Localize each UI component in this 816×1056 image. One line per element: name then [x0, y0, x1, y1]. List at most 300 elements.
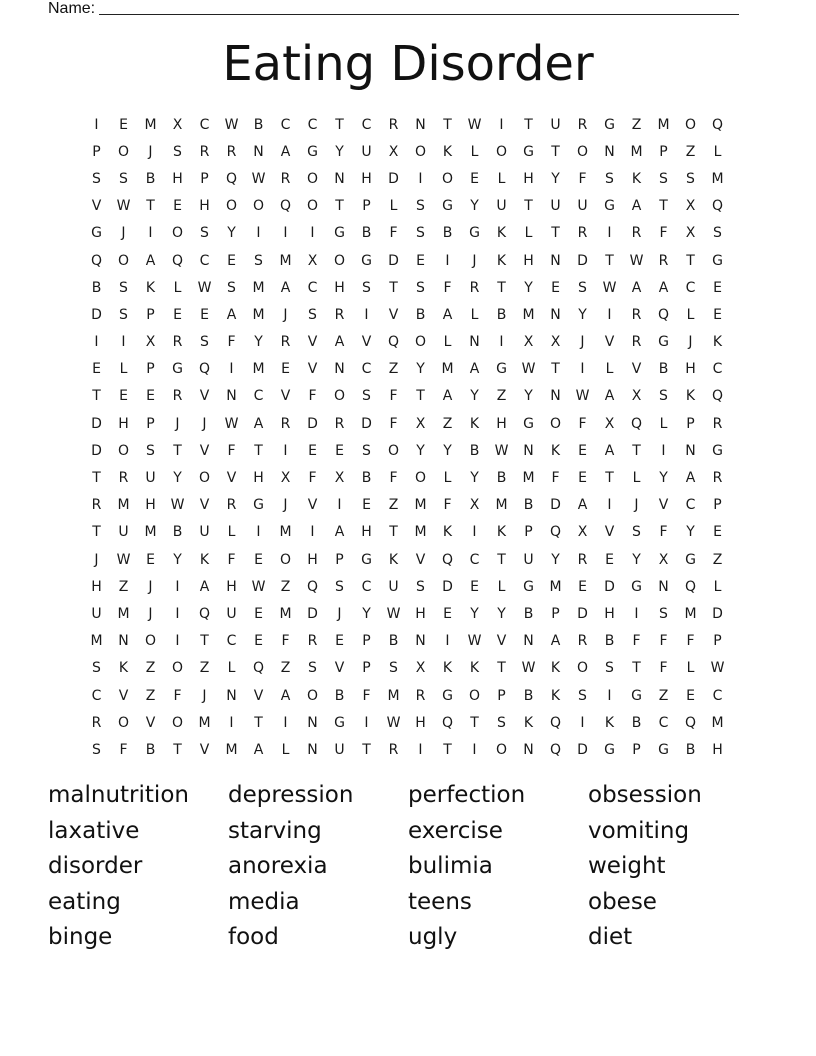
grid-letter: Q [711, 116, 724, 133]
grid-letter: Y [362, 605, 371, 622]
grid-letter: S [416, 279, 425, 296]
grid-letter: P [686, 415, 695, 432]
grid-letter: Z [631, 116, 642, 133]
grid-letter: D [577, 252, 588, 269]
grid-letter: O [279, 551, 292, 568]
grid-letter: G [442, 687, 453, 704]
grid-letter: Q [387, 334, 400, 351]
grid-letter: T [686, 252, 695, 269]
grid-letter: B [361, 225, 372, 242]
grid-letter: E [119, 388, 128, 405]
grid-letter: O [306, 198, 319, 215]
grid-letter: R [631, 334, 642, 351]
grid-letter: I [445, 633, 450, 650]
grid-letter: H [334, 279, 345, 296]
grid-letter: S [308, 660, 317, 677]
grid-letter: S [578, 687, 587, 704]
grid-letter: U [199, 524, 210, 541]
grid-letter: T [497, 551, 506, 568]
grid-letter: P [713, 497, 722, 514]
grid-letter: D [577, 741, 588, 758]
grid-letter: G [91, 225, 102, 242]
grid-letter: U [145, 470, 156, 487]
grid-letter: Z [280, 578, 291, 595]
grid-letter: O [117, 252, 130, 269]
grid-letter: W [224, 116, 239, 133]
grid-letter: S [308, 306, 317, 323]
grid-letter: R [226, 143, 237, 160]
grid-letter: H [496, 415, 507, 432]
grid-letter: W [386, 714, 401, 731]
grid-letter: E [713, 524, 722, 541]
grid-letter: L [119, 361, 128, 378]
grid-row [83, 546, 733, 573]
grid-letter: I [175, 633, 180, 650]
grid-letter: T [254, 442, 263, 459]
word-list-item: weight [588, 853, 666, 880]
grid-letter: P [659, 143, 668, 160]
grid-letter: R [658, 252, 669, 269]
grid-letter: N [415, 633, 426, 650]
grid-letter: I [607, 497, 612, 514]
grid-letter: H [253, 470, 264, 487]
grid-letter: M [441, 361, 454, 378]
grid-letter: M [522, 470, 535, 487]
grid-letter: S [200, 334, 209, 351]
grid-letter: B [523, 687, 534, 704]
grid-letter: V [199, 741, 210, 758]
grid-letter: F [362, 687, 371, 704]
word-list-item: bulimia [408, 853, 493, 880]
grid-letter: F [578, 170, 587, 187]
grid-letter: Q [549, 741, 562, 758]
name-underline [99, 0, 739, 15]
grid-letter: O [414, 143, 427, 160]
grid-letter: H [523, 252, 534, 269]
grid-letter: T [551, 143, 560, 160]
grid-letter: I [607, 225, 612, 242]
grid-letter: Y [497, 605, 506, 622]
grid-letter: E [713, 279, 722, 296]
grid-letter: V [199, 388, 210, 405]
grid-letter: S [578, 279, 587, 296]
grid-letter: D [712, 605, 723, 622]
grid-letter: Q [225, 170, 238, 187]
grid-row [83, 519, 733, 546]
grid-letter: Y [416, 361, 425, 378]
grid-letter: T [497, 279, 506, 296]
grid-letter: C [361, 116, 372, 133]
grid-letter: K [388, 551, 399, 568]
grid-letter: P [146, 306, 155, 323]
grid-letter: V [631, 361, 642, 378]
grid-letter: C [199, 116, 210, 133]
grid-letter: B [496, 470, 507, 487]
grid-letter: Q [198, 605, 211, 622]
grid-row [83, 736, 733, 763]
grid-letter: E [470, 578, 479, 595]
grid-letter: R [91, 714, 102, 731]
grid-letter: L [497, 578, 506, 595]
grid-letter: G [604, 198, 615, 215]
grid-letter: R [307, 633, 318, 650]
grid-letter: X [334, 470, 345, 487]
grid-letter: Y [551, 551, 560, 568]
grid-letter: E [173, 306, 182, 323]
grid-letter: F [281, 633, 290, 650]
grid-letter: J [202, 415, 207, 432]
grid-row [83, 193, 733, 220]
grid-letter: M [522, 306, 535, 323]
grid-letter: F [659, 633, 668, 650]
grid-letter: K [145, 279, 156, 296]
grid-letter: I [310, 225, 315, 242]
grid-letter: O [576, 143, 589, 160]
grid-letter: T [335, 198, 344, 215]
grid-letter: I [94, 116, 99, 133]
grid-letter: R [388, 741, 399, 758]
grid-letter: O [117, 143, 130, 160]
grid-letter: T [335, 116, 344, 133]
grid-letter: I [445, 252, 450, 269]
grid-letter: W [710, 660, 725, 677]
grid-letter: E [470, 170, 479, 187]
grid-letter: D [307, 605, 318, 622]
grid-row [83, 165, 733, 192]
word-list-item: vomiting [588, 817, 690, 844]
grid-letter: G [631, 687, 642, 704]
grid-letter: D [91, 415, 102, 432]
grid-letter: V [91, 198, 102, 215]
grid-letter: Q [684, 714, 697, 731]
grid-letter: Y [632, 551, 641, 568]
grid-letter: C [226, 633, 237, 650]
grid-letter: G [361, 252, 372, 269]
grid-letter: Q [711, 198, 724, 215]
grid-letter: G [685, 551, 696, 568]
grid-letter: B [334, 687, 345, 704]
grid-letter: T [659, 198, 668, 215]
grid-letter: S [119, 170, 128, 187]
grid-letter: R [631, 225, 642, 242]
grid-letter: I [472, 741, 477, 758]
grid-letter: S [92, 741, 101, 758]
grid-letter: Y [254, 334, 263, 351]
word-list [48, 778, 788, 956]
grid-letter: E [254, 551, 263, 568]
grid-letter: P [146, 415, 155, 432]
grid-letter: C [91, 687, 102, 704]
grid-letter: T [632, 660, 641, 677]
grid-letter: C [712, 687, 723, 704]
grid-letter: M [549, 578, 562, 595]
grid-letter: K [631, 170, 642, 187]
grid-letter: L [443, 334, 452, 351]
grid-letter: P [92, 143, 101, 160]
grid-letter: N [523, 633, 534, 650]
grid-letter: A [253, 741, 264, 758]
grid-letter: K [118, 660, 129, 677]
grid-letter: Y [173, 551, 182, 568]
grid-letter: C [253, 388, 264, 405]
grid-letter: I [94, 334, 99, 351]
grid-letter: F [389, 225, 398, 242]
grid-letter: A [280, 279, 291, 296]
grid-letter: K [199, 551, 210, 568]
grid-letter: N [307, 714, 318, 731]
grid-letter: A [334, 334, 345, 351]
grid-letter: Q [549, 714, 562, 731]
grid-letter: M [144, 116, 157, 133]
grid-letter: I [472, 524, 477, 541]
grid-letter: G [307, 143, 318, 160]
grid-letter: I [310, 524, 315, 541]
grid-letter: K [469, 415, 480, 432]
grid-letter: Z [199, 660, 210, 677]
grid-letter: E [173, 198, 182, 215]
grid-letter: Y [335, 143, 344, 160]
grid-letter: J [580, 334, 585, 351]
grid-letter: F [119, 741, 128, 758]
grid-letter: T [470, 714, 479, 731]
grid-letter: N [415, 116, 426, 133]
grid-letter: Q [198, 361, 211, 378]
grid-letter: T [605, 470, 614, 487]
grid-letter: X [415, 415, 426, 432]
grid-letter: E [254, 605, 263, 622]
grid-letter: Z [145, 687, 156, 704]
grid-letter: V [388, 306, 399, 323]
grid-letter: O [387, 442, 400, 459]
grid-letter: Y [443, 442, 452, 459]
grid-letter: E [416, 252, 425, 269]
grid-letter: I [175, 605, 180, 622]
word-list-item: food [228, 924, 279, 951]
grid-letter: F [389, 415, 398, 432]
grid-letter: F [308, 470, 317, 487]
grid-letter: C [361, 361, 372, 378]
grid-letter: S [497, 714, 506, 731]
grid-letter: G [469, 225, 480, 242]
word-list-item: anorexia [228, 853, 328, 880]
grid-letter: E [227, 252, 236, 269]
grid-letter: J [283, 497, 288, 514]
grid-letter: D [604, 578, 615, 595]
grid-letter: H [712, 741, 723, 758]
grid-letter: R [172, 334, 183, 351]
grid-letter: Y [524, 388, 533, 405]
grid-letter: F [227, 442, 236, 459]
grid-letter: O [468, 687, 481, 704]
grid-letter: A [442, 388, 453, 405]
grid-letter: K [469, 660, 480, 677]
grid-letter: E [443, 605, 452, 622]
grid-letter: M [711, 170, 724, 187]
grid-letter: S [119, 306, 128, 323]
grid-letter: P [146, 361, 155, 378]
grid-letter: M [117, 605, 130, 622]
grid-letter: T [362, 741, 371, 758]
grid-letter: A [577, 497, 588, 514]
grid-letter: J [472, 252, 477, 269]
grid-letter: J [148, 578, 153, 595]
grid-letter: G [172, 361, 183, 378]
grid-letter: O [306, 170, 319, 187]
grid-letter: V [145, 714, 156, 731]
grid-letter: G [604, 741, 615, 758]
grid-letter: E [119, 116, 128, 133]
grid-letter: N [334, 170, 345, 187]
grid-letter: A [334, 524, 345, 541]
grid-letter: X [280, 470, 291, 487]
grid-letter: Z [388, 497, 399, 514]
grid-letter: H [415, 714, 426, 731]
grid-letter: M [414, 497, 427, 514]
grid-letter: D [91, 306, 102, 323]
grid-letter: E [146, 551, 155, 568]
grid-letter: V [496, 633, 507, 650]
grid-letter: U [496, 198, 507, 215]
grid-letter: W [386, 605, 401, 622]
grid-letter: L [470, 143, 479, 160]
grid-row [83, 492, 733, 519]
grid-letter: R [172, 388, 183, 405]
grid-letter: Z [280, 660, 291, 677]
grid-letter: O [198, 470, 211, 487]
grid-letter: F [659, 524, 668, 541]
grid-letter: J [94, 551, 99, 568]
grid-letter: D [442, 578, 453, 595]
grid-letter: I [148, 225, 153, 242]
grid-letter: T [92, 470, 101, 487]
grid-letter: M [225, 741, 238, 758]
grid-letter: M [414, 524, 427, 541]
grid-letter: T [146, 198, 155, 215]
grid-letter: O [144, 633, 157, 650]
grid-letter: T [416, 388, 425, 405]
grid-letter: S [416, 578, 425, 595]
grid-letter: X [631, 388, 642, 405]
grid-letter: X [415, 660, 426, 677]
grid-letter: A [685, 470, 696, 487]
grid-letter: S [362, 388, 371, 405]
grid-letter: S [254, 252, 263, 269]
grid-letter: T [524, 116, 533, 133]
grid-letter: K [550, 442, 561, 459]
grid-letter: E [335, 633, 344, 650]
grid-letter: J [337, 605, 342, 622]
grid-letter: L [227, 524, 236, 541]
grid-letter: T [92, 524, 101, 541]
grid-letter: V [604, 334, 615, 351]
grid-letter: N [685, 442, 696, 459]
grid-letter: T [173, 442, 182, 459]
grid-row [83, 709, 733, 736]
grid-letter: J [148, 143, 153, 160]
grid-letter: Q [549, 524, 562, 541]
grid-letter: H [118, 415, 129, 432]
grid-letter: V [361, 334, 372, 351]
grid-letter: A [145, 252, 156, 269]
grid-letter: O [306, 687, 319, 704]
grid-letter: C [685, 279, 696, 296]
word-list-item: starving [228, 817, 322, 844]
grid-letter: R [712, 470, 723, 487]
word-list-item: obese [588, 888, 657, 915]
grid-letter: U [577, 198, 588, 215]
grid-letter: A [469, 361, 480, 378]
grid-letter: A [658, 279, 669, 296]
grid-letter: B [523, 497, 534, 514]
grid-letter: L [686, 660, 695, 677]
word-list-item: teens [408, 888, 472, 915]
grid-letter: W [629, 252, 644, 269]
grid-letter: P [551, 605, 560, 622]
grid-letter: T [173, 741, 182, 758]
grid-letter: V [226, 470, 237, 487]
grid-letter: S [659, 388, 668, 405]
grid-letter: Z [496, 388, 507, 405]
grid-row [83, 600, 733, 627]
grid-letter: S [632, 524, 641, 541]
grid-letter: Y [470, 605, 479, 622]
grid-letter: V [199, 497, 210, 514]
grid-row [83, 220, 733, 247]
grid-letter: I [607, 306, 612, 323]
grid-letter: E [200, 306, 209, 323]
grid-letter: V [253, 687, 264, 704]
grid-letter: E [362, 497, 371, 514]
grid-letter: W [575, 388, 590, 405]
grid-letter: S [335, 578, 344, 595]
grid-letter: Q [279, 198, 292, 215]
word-list-item: perfection [408, 782, 526, 808]
grid-row [83, 573, 733, 600]
grid-letter: H [415, 605, 426, 622]
grid-letter: K [496, 252, 507, 269]
grid-letter: O [414, 470, 427, 487]
grid-letter: B [91, 279, 102, 296]
grid-letter: E [605, 551, 614, 568]
grid-letter: T [524, 198, 533, 215]
grid-letter: I [256, 225, 261, 242]
grid-letter: H [523, 170, 534, 187]
grid-letter: W [224, 415, 239, 432]
grid-letter: W [197, 279, 212, 296]
grid-letter: Y [524, 279, 533, 296]
grid-letter: Z [685, 143, 696, 160]
grid-letter: A [280, 687, 291, 704]
grid-letter: K [550, 660, 561, 677]
grid-letter: X [577, 524, 588, 541]
name-label: Name: [48, 0, 96, 17]
grid-letter: B [145, 741, 156, 758]
grid-letter: C [712, 361, 723, 378]
grid-letter: H [685, 361, 696, 378]
grid-letter: R [334, 306, 345, 323]
grid-letter: B [145, 170, 156, 187]
grid-letter: W [521, 660, 536, 677]
grid-letter: N [550, 306, 561, 323]
grid-letter: A [280, 143, 291, 160]
grid-letter: H [361, 524, 372, 541]
grid-letter: O [225, 198, 238, 215]
grid-letter: W [467, 633, 482, 650]
grid-letter: V [307, 497, 318, 514]
grid-letter: S [416, 198, 425, 215]
grid-letter: P [362, 633, 371, 650]
grid-letter: W [602, 279, 617, 296]
